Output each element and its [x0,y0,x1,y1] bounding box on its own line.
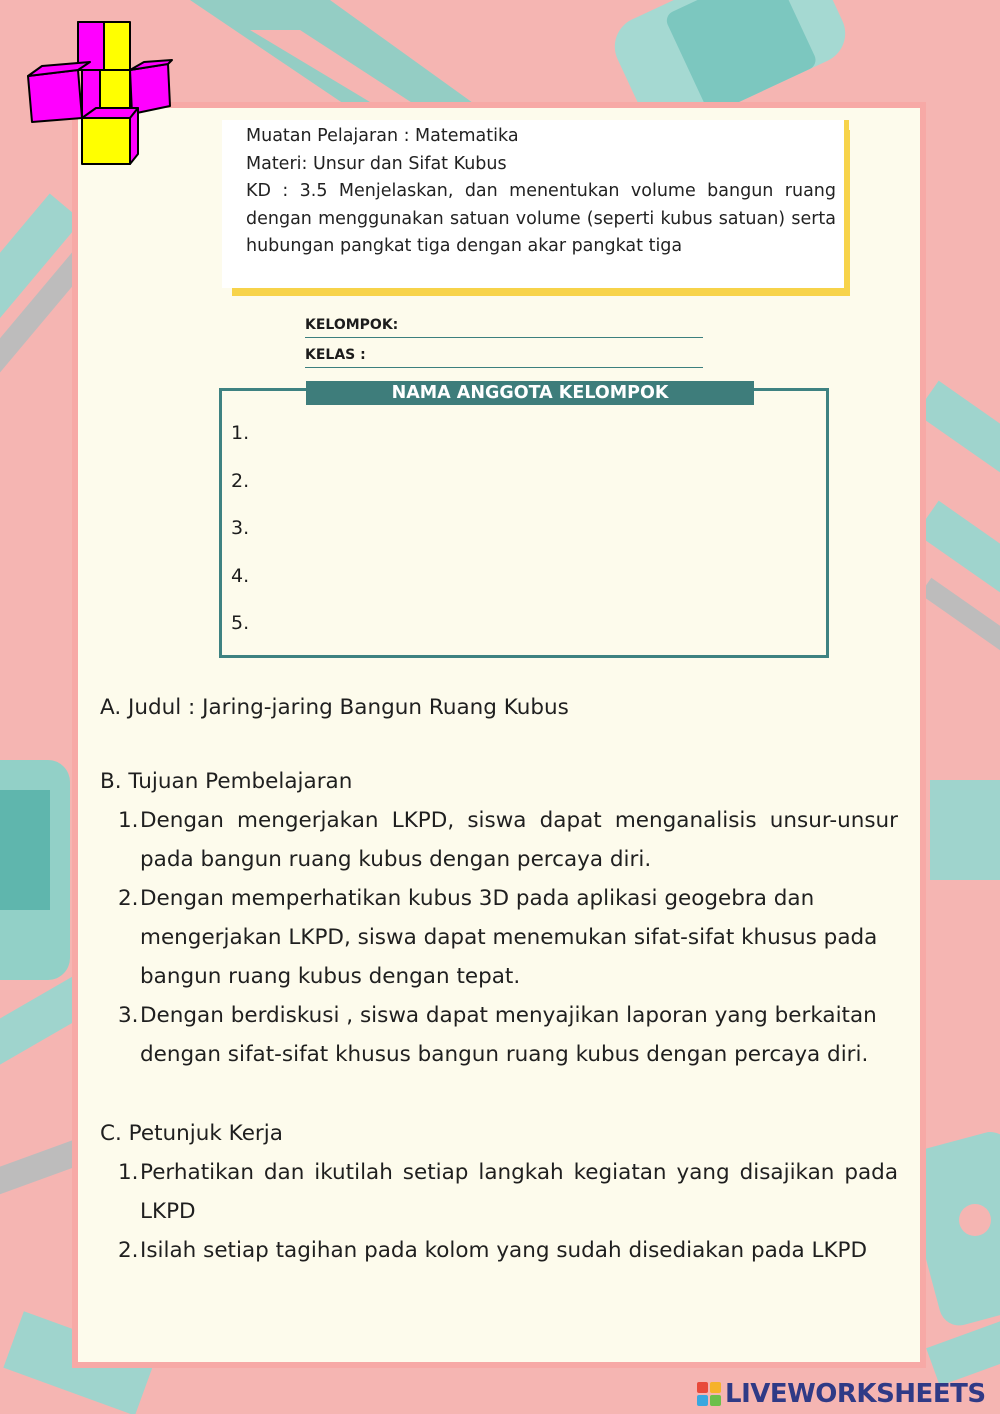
kelas-field[interactable] [305,347,703,368]
member-slot-2[interactable]: 2. [231,469,250,492]
objective-number: 3. [118,1003,139,1028]
members-list [231,420,249,658]
objective-text: Dengan mengerjakan LKPD, siswa dapat menganalisis unsur-unsur pada bangun ruang kubus dengan percaya diri. [140,808,898,872]
members-box [219,388,829,658]
instruction-number: 2. [118,1238,139,1263]
member-slot-1[interactable]: 1. [231,422,250,444]
instruction-text: Perhatikan dan ikutilah setiap langkah kegiatan yang disajikan pada LKPD [140,1160,898,1224]
section-c-title: C. Petunjuk Kerja [100,1121,283,1146]
objective-number: 2. [118,886,139,911]
member-slot-4[interactable]: 4. [231,564,250,587]
objective-number: 1. [118,808,139,833]
members-title: NAMA ANGGOTA KELOMPOK [306,381,754,405]
kelompok-field[interactable] [305,317,703,338]
kelas-label: KELAS : [305,347,366,363]
section-a-title: A. Judul : Jaring-jaring Bangun Ruang Kubus [100,695,569,720]
instruction-text: Isilah setiap tagihan pada kolom yang sudah disediakan pada LKPD [140,1238,868,1263]
objective-text: Dengan memperhatikan kubus 3D pada aplikasi geogebra dan mengerjakan LKPD, siswa dapat menemukan sifat-sifat khusus pada bangun ruang kubus dengan tepat. [140,886,878,989]
section-b-title: B. Tujuan Pembelajaran [100,769,353,794]
objective-text: Dengan berdiskusi , siswa dapat menyajikan laporan yang berkaitan dengan sifat-sifat khusus bangun ruang kubus dengan percaya diri. [140,1003,877,1067]
header-text [246,123,836,261]
member-slot-5[interactable]: 5. [231,612,250,634]
member-slot-3[interactable]: 3. [231,517,250,539]
material-line: Materi: Unsur dan Sifat Kubus [246,153,507,174]
liveworksheets-logo[interactable] [697,1378,986,1410]
liveworksheets-icon [697,1382,721,1406]
cube-icon [26,18,176,170]
kd-text: KD : 3.5 Menjelaskan, dan menentukan volume bangun ruang dengan menggunakan satuan volume (seperti kubus satuan) serta hubungan pangkat tiga dengan akar pangkat tiga [246,181,836,257]
liveworksheets-brand: LIVEWORKSHEETS [725,1379,986,1409]
instruction-number: 1. [118,1160,139,1185]
kelompok-label: KELOMPOK: [305,317,399,333]
subject-line: Muatan Pelajaran : Matematika [246,126,519,146]
